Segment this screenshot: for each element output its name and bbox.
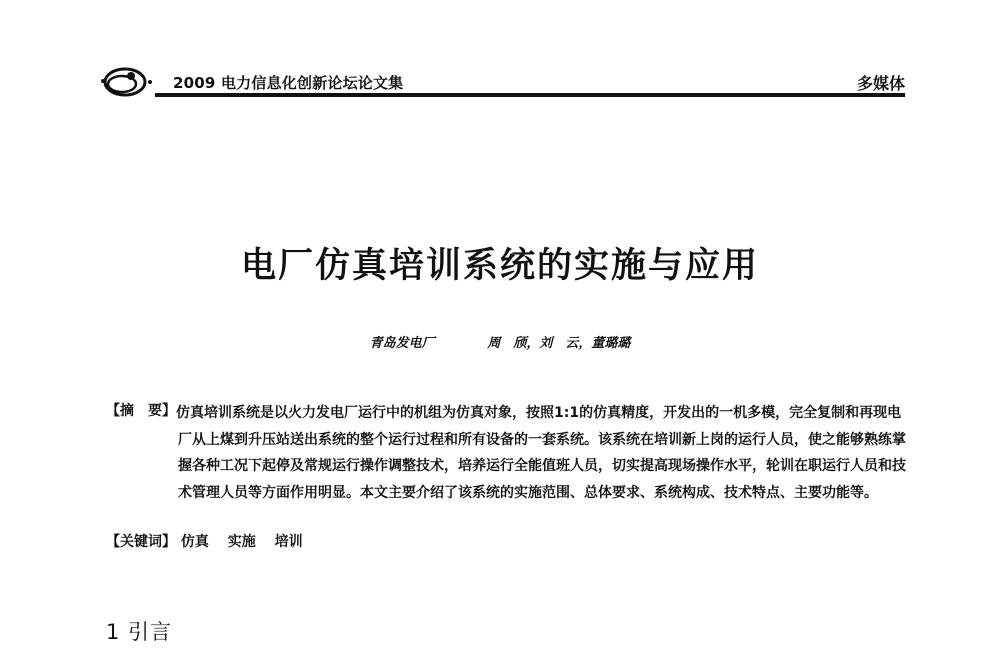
abstract-label: 【摘 要】 [106, 403, 176, 419]
proceedings-title: 2009 电力信息化创新论坛论文集 [173, 74, 404, 92]
affiliation: 青岛发电厂 [369, 336, 435, 351]
keywords [106, 531, 317, 551]
keyword-item: 培训 [274, 534, 303, 550]
header-rule [155, 93, 905, 97]
paper-title: 电厂仿真培训系统的实施与应用 [240, 246, 759, 286]
section-heading: 1 引言 [106, 620, 173, 644]
keyword-item: 仿真 [180, 534, 209, 550]
abstract-text: 仿真培训系统是以火力发电厂运行中的机组为仿真对象，按照1:1的仿真精度，开发出的一机多模，完全复制和再现电厂从上煤到升压站送出系统的整个运行过程和所有设备的一套系统。该系统在培训新上岗的运行人员，使之能够熟练掌握各种工况下起停及常规运行操作调整技术，培养运行全能值班人员，切实提高现场操作水平，轮训在职运行人员和技术管理人员等方面作用明显。本文主要介绍了该系统的实施范围、总体要求、系统构成、技术特点、主要功能等。 [176, 405, 906, 501]
keywords-label: 【关键词】 [106, 534, 176, 550]
conference-logo-icon [95, 62, 157, 102]
keyword-item: 实施 [227, 534, 256, 550]
running-header [95, 62, 905, 102]
section-label: 多媒体 [856, 74, 905, 93]
author-names: 周 颀，刘 云，董璐璐 [487, 336, 631, 351]
author-line [0, 332, 1000, 351]
